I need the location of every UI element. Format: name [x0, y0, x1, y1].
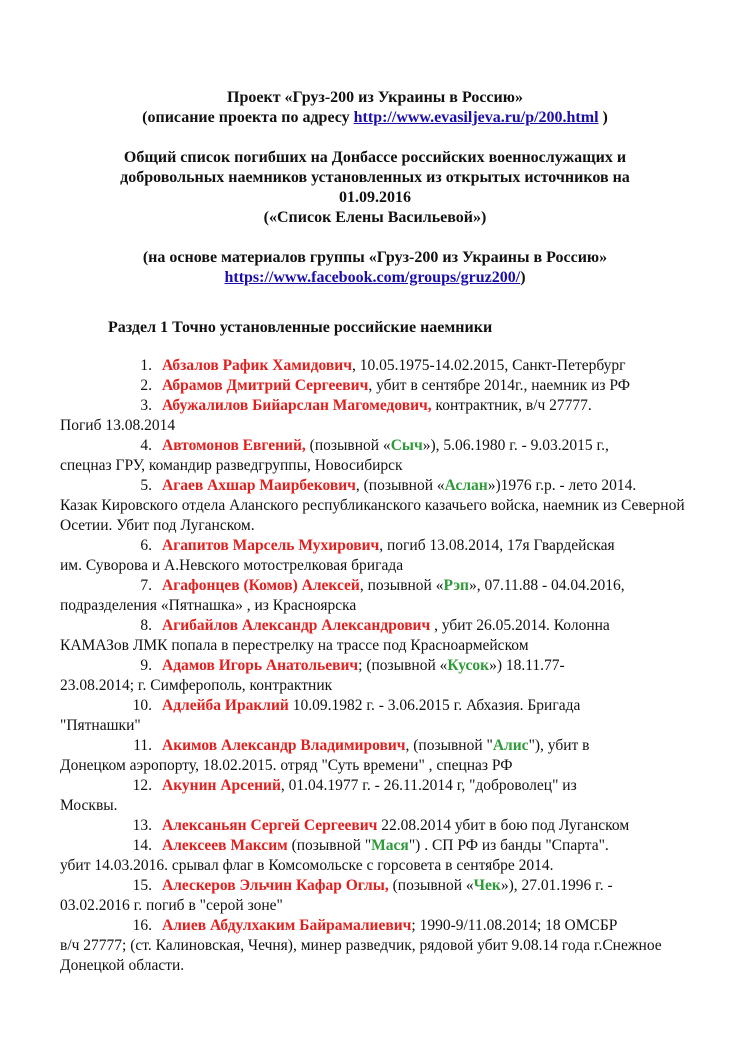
- list-title-line-1: Общий список погибших на Донбассе российских военнослужащих и: [123, 149, 627, 166]
- basis-line: (на основе материалов группы «Груз-200 из Украины в Россию»: [142, 249, 608, 266]
- entry-continuation: убит 14.03.2016. срывал флаг в Комсомольске с горсовета в сентябре 2014.: [60, 857, 554, 874]
- callsign: Сыч: [390, 437, 423, 454]
- list-item: [60, 476, 690, 536]
- facebook-group-link[interactable]: https://www.facebook.com/groups/gruz200/: [224, 269, 521, 286]
- entry-continuation: спецназ ГРУ, командир разведгруппы, Новосибирск: [60, 457, 403, 474]
- entry-details: ; (позывной «: [358, 657, 448, 674]
- list-title-author: («Список Елены Васильевой»): [263, 209, 487, 226]
- section-title: Раздел 1 Точно установленные российские наемники: [108, 319, 493, 336]
- entry-continuation: 23.08.2014; г. Симферополь, контрактник: [60, 677, 333, 694]
- list-item: [60, 836, 690, 876]
- entry-details: , (позывной «: [355, 477, 445, 494]
- person-name: Адлейба Ираклий: [162, 697, 289, 714]
- item-number: 13.: [132, 817, 152, 834]
- entry-details: (позывной ": [287, 837, 372, 854]
- entry-details: ; 1990-9/11.08.2014; 18 ОМСБР: [411, 917, 618, 934]
- entry-continuation: Погиб 13.08.2014: [60, 417, 176, 434]
- entry-details-tail: »)1976 г.р. - лето 2014.: [487, 477, 637, 494]
- entry-details-tail: ») 18.11.77-: [489, 657, 565, 674]
- callsign: Алис: [492, 737, 529, 754]
- entry-details: контрактник, в/ч 27777.: [431, 397, 592, 414]
- item-number: 4.: [140, 437, 152, 454]
- entry-continuation: КАМАЗов ЛМК попала в перестрелку на трассе под Красноармейском: [60, 637, 529, 654]
- entry-details: , 01.04.1977 г. - 26.11.2014 г, "доброволец" из: [280, 777, 577, 794]
- entry-details-tail: »), 5.06.1980 г. - 9.03.2015 г.,: [422, 437, 609, 454]
- list-item: [60, 916, 690, 976]
- callsign: Аслан: [444, 477, 488, 494]
- entry-details: (позывной «: [388, 877, 474, 894]
- list-item: [60, 696, 690, 736]
- list-item: [60, 576, 690, 616]
- entry-continuation: подразделения «Пятнашка» , из Красноярска: [60, 597, 357, 614]
- project-title: Проект «Груз-200 из Украины в Россию»: [227, 89, 523, 106]
- entry-details-tail: »), 27.01.1996 г. -: [500, 877, 613, 894]
- person-name: Агафонцев (Комов) Алексей: [162, 577, 360, 594]
- entry-continuation: в/ч 27777; (ст. Калиновская, Чечня), минер разведчик, рядовой убит 9.08.14 года г.Снежное Донецкой области.: [60, 937, 662, 974]
- item-number: 9.: [140, 657, 152, 674]
- person-name: Алексеев Максим: [162, 837, 288, 854]
- item-number: 6.: [140, 537, 152, 554]
- list-item: [60, 536, 690, 576]
- item-number: 14.: [132, 837, 152, 854]
- callsign: Рэп: [443, 577, 469, 594]
- person-name: Абужалилов Бийарслан Магомедович,: [162, 397, 432, 414]
- entry-details: 10.09.1982 г. - 3.06.2015 г. Абхазия. Бригада: [288, 697, 581, 714]
- entry-continuation: им. Суворова и А.Невского мотострелковая бригада: [60, 557, 404, 574]
- person-name: Акунин Арсений: [162, 777, 281, 794]
- entry-continuation: Донецком аэропорту, 18.02.2015. отряд "Суть времени" , спецназ РФ: [60, 757, 513, 774]
- callsign: Кусок: [447, 657, 490, 674]
- item-number: 2.: [140, 377, 152, 394]
- entry-details: 22.08.2014 убит в бою под Луганском: [377, 817, 630, 834]
- person-name: Акимов Александр Владимирович: [162, 737, 406, 754]
- list-item: [60, 436, 690, 476]
- list-item: [60, 776, 690, 816]
- header-block: [60, 88, 690, 288]
- person-name: Агаев Ахшар Маирбекович: [162, 477, 356, 494]
- entry-details: , (позывной ": [405, 737, 493, 754]
- item-number: 1.: [140, 357, 152, 374]
- entry-details: , убит в сентябре 2014г., наемник из РФ: [368, 377, 630, 394]
- entry-details: , 10.05.1975-14.02.2015, Санкт-Петербург: [351, 357, 626, 374]
- callsign: Мася: [371, 837, 409, 854]
- entry-details: , позывной «: [359, 577, 444, 594]
- person-name: Автомонов Евгений,: [162, 437, 306, 454]
- entry-details-tail: "), убит в: [528, 737, 590, 754]
- project-link[interactable]: http://www.evasiljeva.ru/p/200.html: [353, 109, 599, 126]
- callsign: Чек: [473, 877, 501, 894]
- list-item: [60, 876, 690, 916]
- item-number: 15.: [132, 877, 152, 894]
- entry-details: , погиб 13.08.2014, 17я Гвардейская: [379, 537, 615, 554]
- entry-continuation: "Пятнашки": [60, 717, 141, 734]
- list-item: [60, 376, 690, 396]
- entry-details-tail: ") . СП РФ из банды "Спарта".: [408, 837, 609, 854]
- person-name: Абрамов Дмитрий Сергеевич: [162, 377, 369, 394]
- entry-details: (позывной «: [305, 437, 391, 454]
- entry-continuation: Казак Кировского отдела Аланского республиканского казачьего войска, наемник из Северной Осетии. Убит под Луганском.: [60, 497, 685, 534]
- person-name: Абзалов Рафик Хамидович: [162, 357, 352, 374]
- list-item: [60, 736, 690, 776]
- list-title-date: 01.09.2016: [339, 189, 411, 206]
- list-item: [60, 616, 690, 656]
- list-item: [60, 656, 690, 696]
- basis-link-line: https://www.facebook.com/groups/gruz200/): [224, 269, 526, 286]
- person-name: Агибайлов Александр Александрович: [162, 617, 431, 634]
- person-name: Алиев Абдулхаким Байрамалиевич: [162, 917, 412, 934]
- item-number: 7.: [140, 577, 152, 594]
- person-name: Алексаньян Сергей Сергеевич: [162, 817, 378, 834]
- list-item: [60, 396, 690, 436]
- item-number: 16.: [132, 917, 152, 934]
- entry-continuation: 03.02.2016 г. погиб в "серой зоне": [60, 897, 283, 914]
- list-item: [60, 816, 690, 836]
- list-item: [60, 356, 690, 376]
- entry-details-tail: », 07.11.88 - 04.04.2016,: [468, 577, 625, 594]
- entry-continuation: Москвы.: [60, 797, 118, 814]
- item-number: 10.: [132, 697, 152, 714]
- person-name: Адамов Игорь Анатольевич: [162, 657, 359, 674]
- item-number: 8.: [140, 617, 152, 634]
- item-number: 3.: [140, 397, 152, 414]
- item-number: 5.: [140, 477, 152, 494]
- entries-list: [60, 356, 690, 976]
- list-title-line-2: добровольных наемников установленных из открытых источников на: [120, 169, 630, 186]
- person-name: Алескеров Эльчин Кафар Оглы,: [162, 877, 389, 894]
- entry-details: , убит 26.05.2014. Колонна: [430, 617, 610, 634]
- item-number: 11.: [133, 737, 152, 754]
- item-number: 12.: [132, 777, 152, 794]
- project-description-line: (описание проекта по адресу http://www.evasiljeva.ru/p/200.html ): [142, 109, 608, 126]
- person-name: Агапитов Марсель Мухирович: [162, 537, 380, 554]
